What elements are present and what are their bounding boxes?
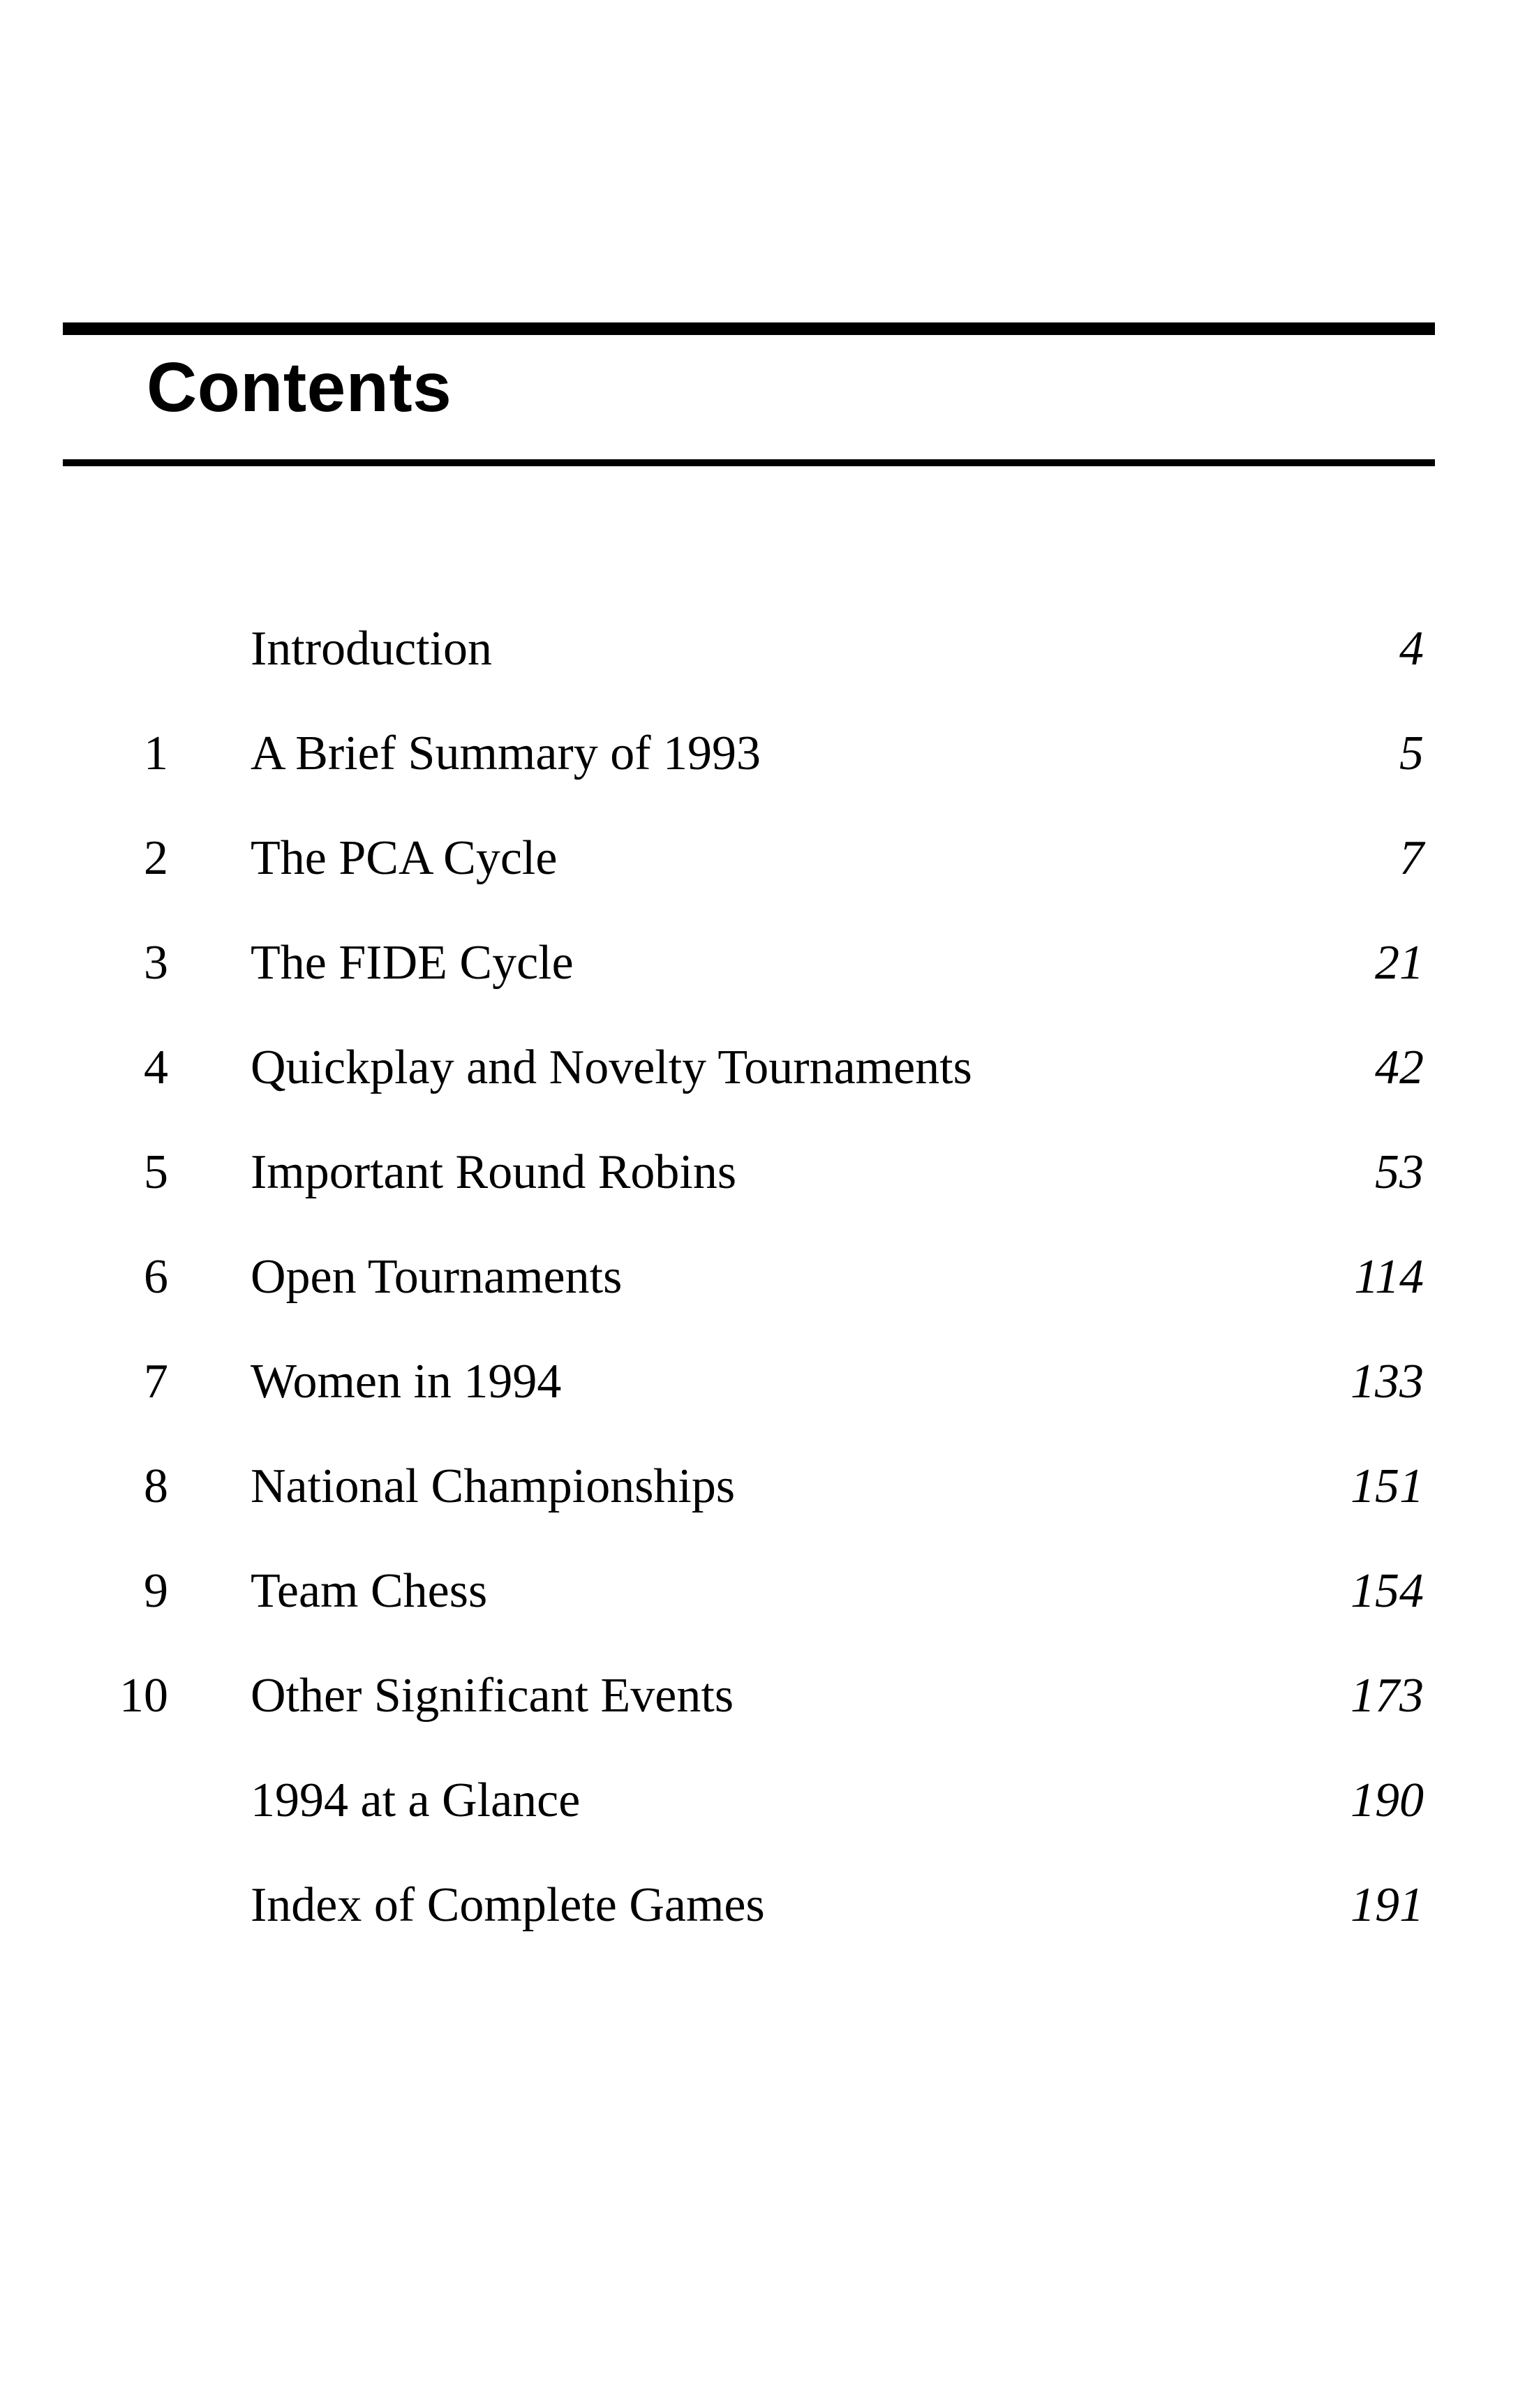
toc-entry — [98, 719, 1424, 789]
chapter-title: The PCA Cycle — [251, 831, 558, 885]
toc-entry — [98, 1033, 1424, 1103]
page-number: 5 — [1399, 727, 1424, 780]
chapter-title: Open Tournaments — [251, 1250, 623, 1304]
page-number: 53 — [1375, 1145, 1424, 1199]
page-number: 154 — [1350, 1564, 1424, 1618]
toc-entry — [98, 614, 1424, 684]
chapter-number: 6 — [144, 1250, 168, 1304]
chapter-title: Women in 1994 — [251, 1355, 562, 1409]
page-number: 42 — [1375, 1041, 1424, 1094]
chapter-title: Important Round Robins — [251, 1145, 737, 1199]
toc-entry — [98, 1871, 1424, 1940]
chapter-number: 8 — [144, 1459, 168, 1513]
chapter-title: Team Chess — [251, 1564, 488, 1618]
chapter-title: The FIDE Cycle — [251, 936, 574, 990]
page-number: 21 — [1375, 936, 1424, 990]
page-number: 151 — [1350, 1459, 1424, 1513]
toc-entry — [98, 928, 1424, 998]
chapter-title: Other Significant Events — [251, 1669, 734, 1723]
page-number: 173 — [1350, 1669, 1424, 1723]
chapter-number: 3 — [144, 936, 168, 990]
toc-entry — [98, 1452, 1424, 1522]
chapter-number: 9 — [144, 1564, 168, 1618]
chapter-number: 1 — [144, 727, 168, 780]
toc-entry — [98, 1242, 1424, 1312]
chapter-title: Quickplay and Novelty Tournaments — [251, 1041, 972, 1094]
chapter-number: 10 — [119, 1669, 168, 1723]
toc-entry — [98, 1556, 1424, 1626]
page-title: Contents — [147, 348, 452, 426]
toc-entry — [98, 824, 1424, 893]
chapter-title: A Brief Summary of 1993 — [251, 727, 761, 780]
chapter-number: 4 — [144, 1041, 168, 1094]
page-number: 114 — [1354, 1250, 1424, 1304]
chapter-number: 7 — [144, 1355, 168, 1409]
chapter-number: 2 — [144, 831, 168, 885]
toc-entry — [98, 1347, 1424, 1417]
toc-entry — [98, 1138, 1424, 1207]
page-number: 190 — [1350, 1774, 1424, 1827]
toc-entry — [98, 1661, 1424, 1731]
chapter-title: National Championships — [251, 1459, 736, 1513]
page-number: 191 — [1350, 1878, 1424, 1932]
chapter-title: Index of Complete Games — [251, 1878, 765, 1932]
page-number: 133 — [1350, 1355, 1424, 1409]
page-number: 7 — [1399, 831, 1424, 885]
chapter-number: 5 — [144, 1145, 168, 1199]
toc-entry — [98, 1766, 1424, 1836]
chapter-title: Introduction — [251, 622, 493, 676]
chapter-title: 1994 at a Glance — [251, 1774, 581, 1827]
page-number: 4 — [1399, 622, 1424, 676]
